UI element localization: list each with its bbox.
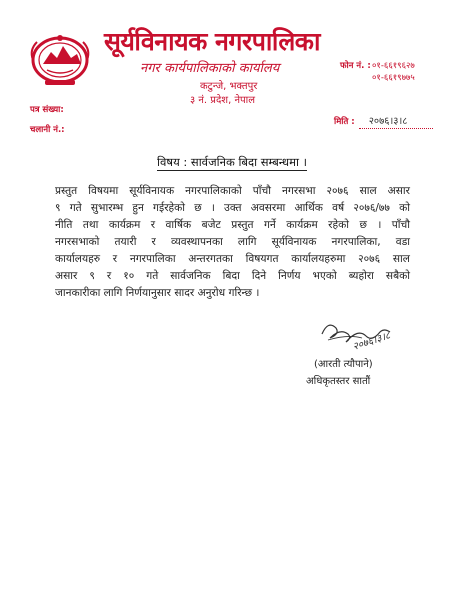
- signatory-title: अधिकृतस्तर सातौं: [306, 376, 371, 387]
- letter-body: [55, 183, 410, 302]
- body-line: कार्यालयहरु र नगरपालिका अन्तरगतका विषयगत कार्यालयहरुमा २०७६ साल: [55, 253, 410, 265]
- phone-block: [340, 60, 415, 84]
- phone-number-2: ०१-६६१९७७५: [372, 73, 415, 83]
- municipality-name: सूर्यविनायक नगरपालिका: [104, 27, 320, 56]
- phone-number-1: ०१-६६१९६२७: [372, 61, 415, 71]
- date-field: [334, 113, 433, 129]
- body-line: ९ गते सुभारम्भ हुन गईरहेको छ । उक्त अवसरमा आर्थिक वर्ष २०७६/७७ को: [55, 202, 410, 214]
- body-line: प्रस्तुत विषयमा सूर्यविनायक नगरपालिकाको पाँचौ नगरसभा २०७६ साल असार: [55, 185, 410, 197]
- body-line: नीति तथा कार्यक्रम र वार्षिक बजेट प्रस्तुत गर्ने कार्यक्रम रहेको छ । पाँचौ: [55, 219, 410, 231]
- letter-subject: [0, 155, 464, 170]
- chalani-number-label: चलानी नं.:: [30, 125, 65, 135]
- date-value: २०७६।३।८: [359, 113, 433, 129]
- phone-label: फोन नं. :: [340, 61, 371, 71]
- handwritten-signature: [318, 312, 408, 354]
- body-line: जानकारीका लागि निर्णयानुसार सादर अनुरोध गरिन्छ ।: [55, 287, 260, 299]
- patra-sankhya-label: पत्र संख्या:: [30, 105, 64, 115]
- date-label: मिति :: [334, 116, 355, 127]
- address-line-2: ३ नं. प्रदेश, नेपाल: [190, 95, 256, 106]
- signatory-name: (आरती त्यौपाने): [314, 359, 373, 370]
- address-line-1: कटुन्जे, भक्तपुर: [200, 81, 258, 92]
- subject-text: विषय : सार्वजनिक बिदा सम्बन्धमा ।: [157, 155, 307, 169]
- body-line: असार ९ र १० गते सार्वजनिक बिदा दिने निर्णय भएको ब्यहोरा सबैको: [55, 270, 410, 282]
- municipality-emblem-icon: [27, 30, 93, 88]
- office-name: नगर कार्यपालिकाको कार्यालय: [140, 61, 280, 76]
- signature-date: २०७६।३।८: [351, 330, 392, 353]
- body-line: नगरसभाको तयारी र व्यवस्थापनका लागि सूर्यविनायक नगरपालिका, वडा: [55, 236, 410, 248]
